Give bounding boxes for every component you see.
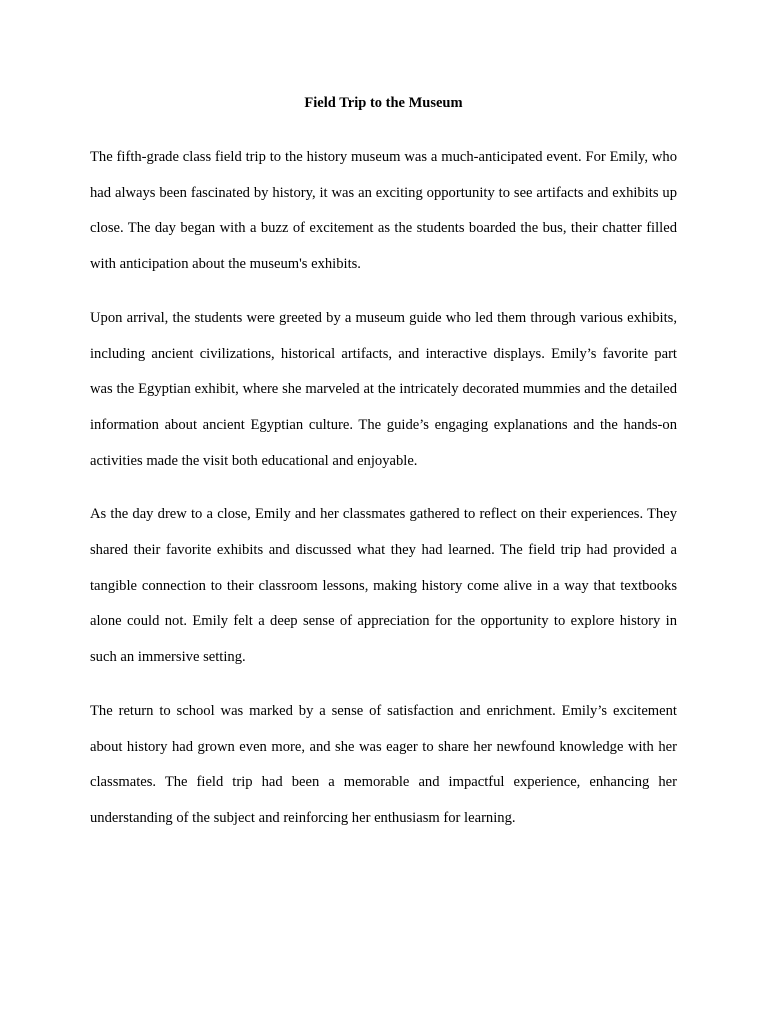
paragraph-1: The fifth-grade class field trip to the history museum was a much-anticipated event. For Emily, who had always been fascinated by history, it was an exciting opportunity to see artifacts and exhibits up close. The day began with a buzz of excitement as the students boarded the bus, their chatter filled with anticipation about the museum's exhibits. (90, 149, 677, 273)
document-title: Field Trip to the Museum (304, 95, 463, 111)
paragraph-4: The return to school was marked by a sense of satisfaction and enrichment. Emily’s excitement about history had grown even more, and she was eager to share her newfound knowledge with her classmates. The field trip had been a memorable and impactful experience, enhancing her understanding of the subject and reinforcing her enthusiasm for learning. (90, 702, 677, 826)
paragraph-2: Upon arrival, the students were greeted by a museum guide who led them through various exhibits, including ancient civilizations, historical artifacts, and interactive displays. Emily’s favorite part was the Egyptian exhibit, where she marveled at the intricately decorated mummies and the detailed information about ancient Egyptian culture. The guide’s engaging explanations and the hands-on activities made the visit both educational and enjoyable. (90, 309, 677, 469)
document-body (90, 140, 677, 855)
paragraph-3: As the day drew to a close, Emily and her classmates gathered to reflect on their experiences. They shared their favorite exhibits and discussed what they had learned. The field trip had provided a tangible connection to their classroom lessons, making history come alive in a way that textbooks alone could not. Emily felt a deep sense of appreciation for the opportunity to explore history in such an immersive setting. (90, 506, 677, 666)
